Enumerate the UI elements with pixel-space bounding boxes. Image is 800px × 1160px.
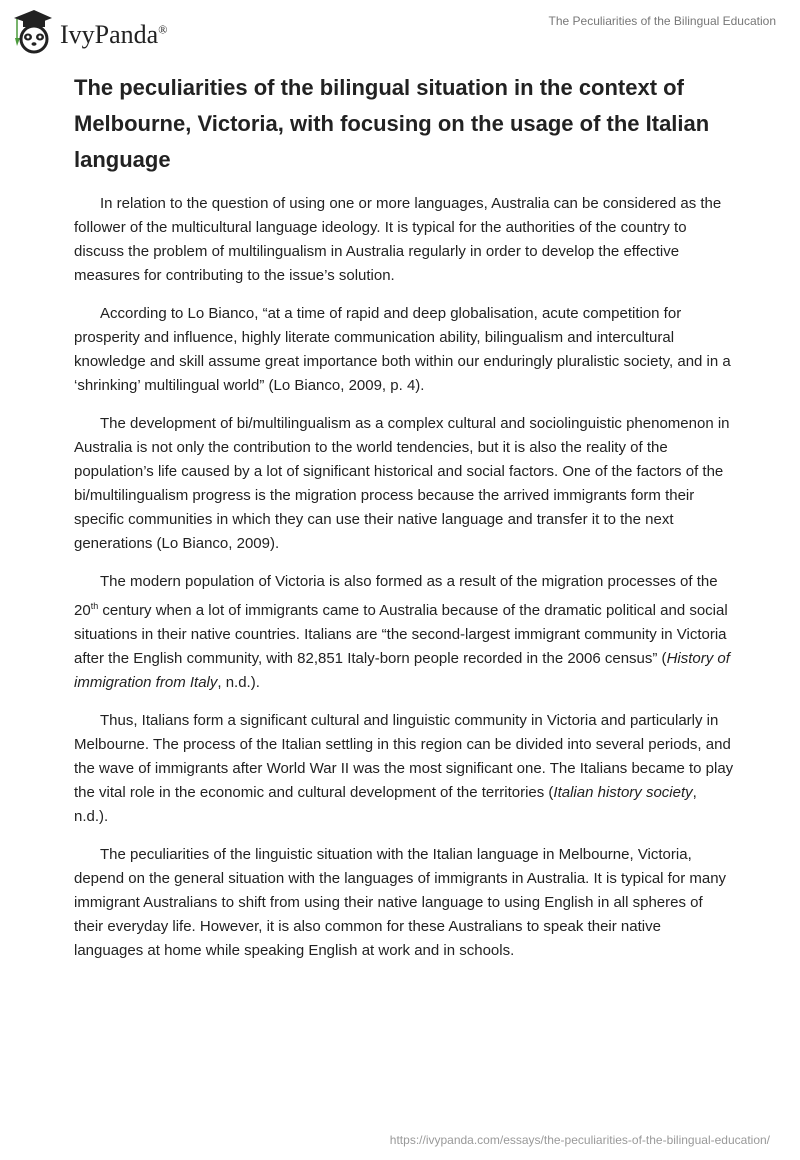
text-segment: , n.d.). <box>74 784 697 825</box>
logo[interactable] <box>12 8 167 54</box>
footer-url: https://ivypanda.com/essays/the-peculiarities-of-the-bilingual-education/ <box>389 1133 770 1147</box>
paragraph <box>74 709 734 829</box>
logo-text <box>60 20 167 50</box>
paragraph <box>74 570 734 695</box>
text-segment: , n.d.). <box>217 674 260 691</box>
page-title: The peculiarities of the bilingual situation in the context of Melbourne, Victoria, with focusing on the usage of the Italian language <box>74 75 710 172</box>
essay-body <box>74 192 734 977</box>
registered-mark: ® <box>158 22 168 37</box>
text-segment: century when a lot of immigrants came to Australia because of the dramatic political and social situations in their native countries. Italians are “the second-largest immigrant community in Victoria after the English community, with 82,851 Italy-born people recorded in the 2006 census” ( <box>74 602 728 667</box>
paragraph: In relation to the question of using one or more languages, Australia can be considered as the follower of the multicultural language ideology. It is typical for the authorities of the country to discuss the problem of multilingualism in Australia regularly in order to develop the effective measures for contributing to the issue’s solution. <box>74 195 722 284</box>
superscript: th <box>90 601 99 611</box>
paragraph: According to Lo Bianco, “at a time of rapid and deep globalisation, acute competition for prosperity and influence, highly literate communication ability, bilingualism and intercultural knowledge and skill assume great importance both within our enduringly pluralistic society, and in a ‘shrinking’ multilingual world” (Lo Bianco, 2009, p. 4). <box>74 305 731 394</box>
paragraph: The peculiarities of the linguistic situation with the Italian language in Melbourne, Victoria, depend on the general situation with the languages of immigrants in Australia. It is typical for many immigrant Australians to shift from using their native language to using English in all spheres of their everyday life. However, it is also common for these Australians to speak their native languages at home while speaking English at work and in schools. <box>74 846 727 959</box>
header <box>0 0 800 60</box>
text-segment: The modern population of Victoria is also formed as a result of the migration processes of the 20 <box>74 573 718 619</box>
citation-title: Italian history society <box>553 784 693 801</box>
text-segment: Thus, Italians form a significant cultural and linguistic community in Victoria and particularly in Melbourne. The process of the Italian settling in this region can be divided into several periods, and the wave of immigrants after World War II was the most significant one. The Italians became to play the vital role in the economic and cultural development of the territories ( <box>74 712 734 801</box>
panda-graduate-icon <box>12 8 52 54</box>
document-title: The Peculiarities of the Bilingual Education <box>548 14 776 28</box>
logo-name: IvyPanda <box>60 20 159 49</box>
citation-title: History of immigration from Italy <box>74 650 730 691</box>
paragraph: The development of bi/multilingualism as a complex cultural and sociolinguistic phenomenon in Australia is not only the contribution to the world tendencies, but it is also the reality of the population’s life caused by a lot of significant historical and social factors. One of the factors of the bi/multilingualism progress is the migration process because the arrived immigrants form their specific communities in which they can use their native language and transfer it to the next generations (Lo Bianco, 2009). <box>74 415 730 552</box>
